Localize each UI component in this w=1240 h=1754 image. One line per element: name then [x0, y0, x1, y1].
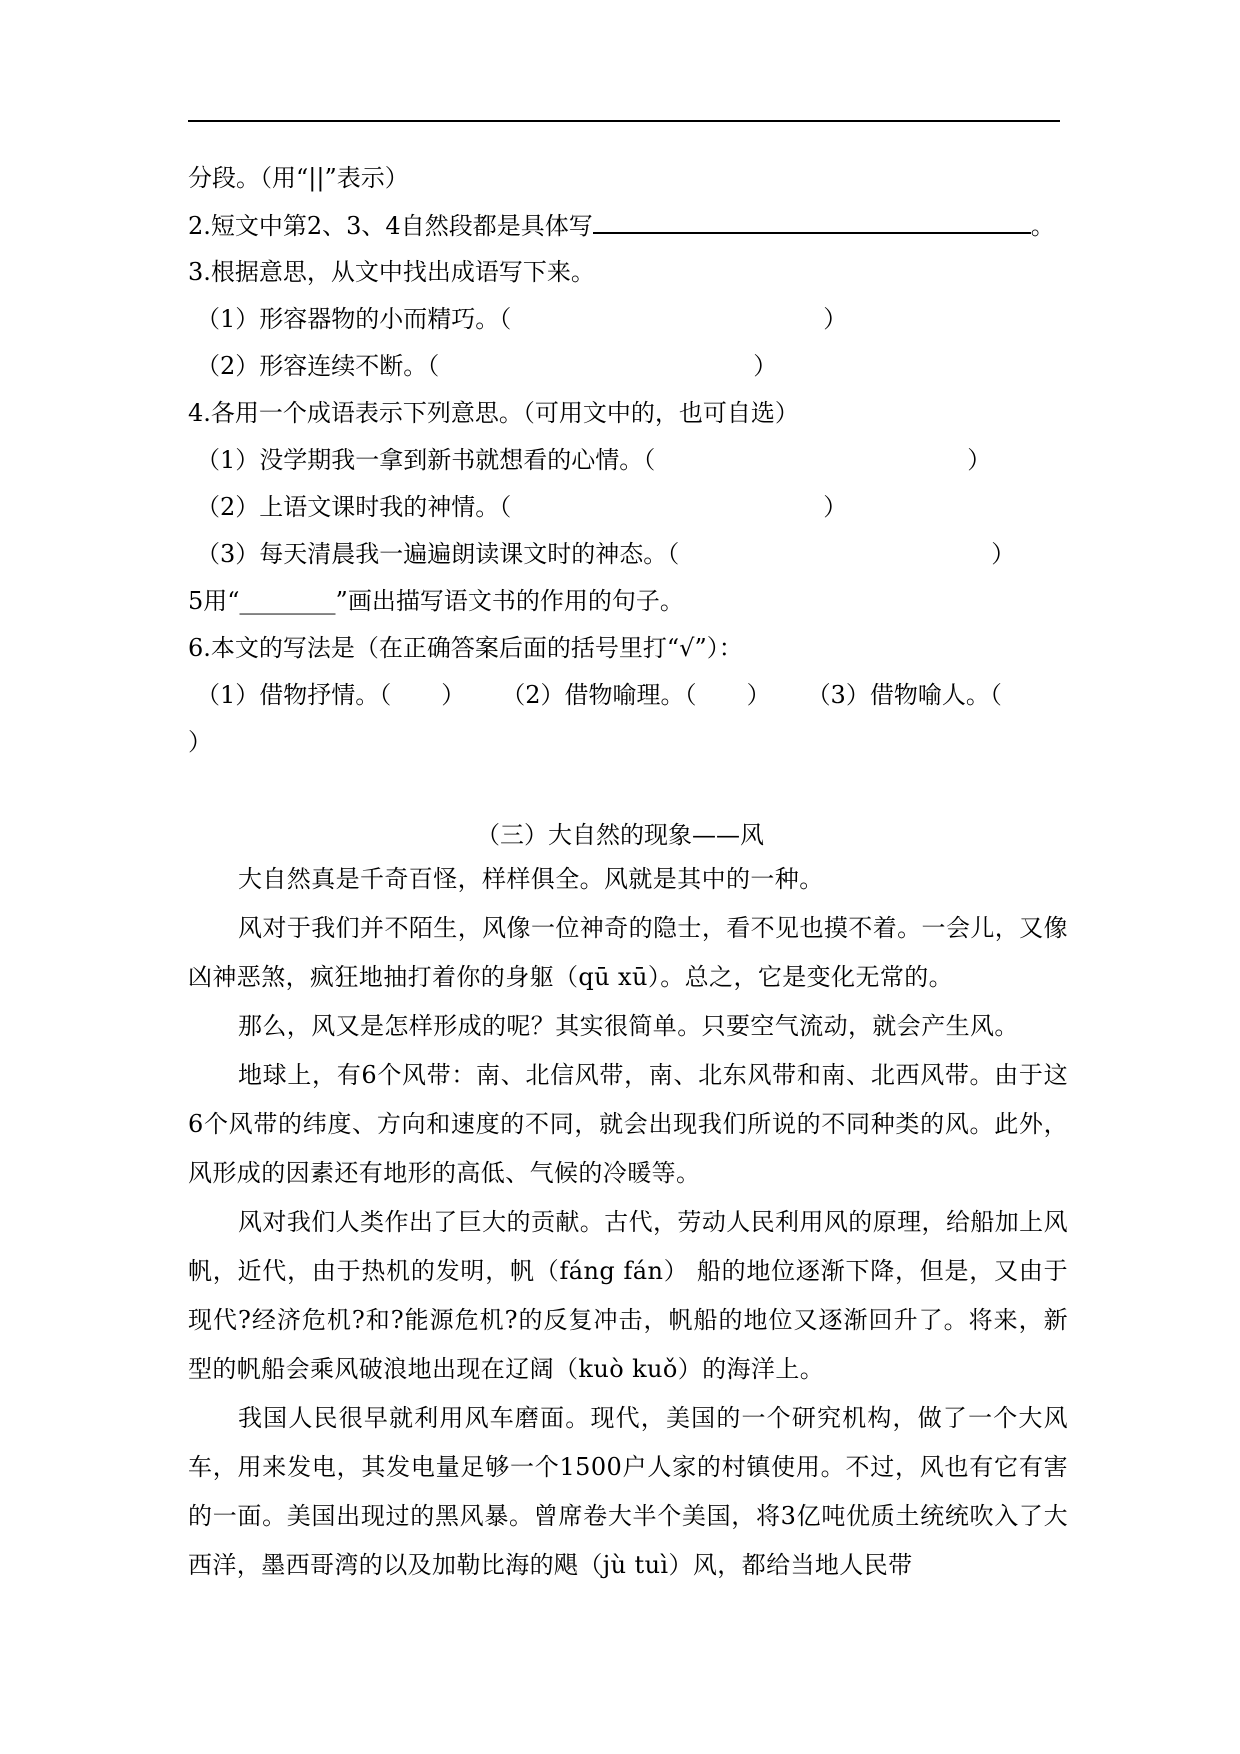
q4-item-1-text: （1）没学期我一拿到新书就想看的心情。（ — [196, 446, 656, 474]
q4-item-1 — [196, 445, 991, 475]
q6-option-3-close: ） — [188, 728, 212, 756]
q4-item-2-text: （2）上语文课时我的神情。（ — [196, 493, 512, 521]
q2-answer-blank[interactable] — [593, 210, 1031, 234]
q6-title: 6.本文的写法是（在正确答案后面的括号里打“√”）： — [188, 634, 743, 662]
q3-item-1-text: （1）形容器物的小而精巧。（ — [196, 305, 512, 333]
q5 — [188, 586, 684, 616]
q4-item-3-close: ） — [991, 540, 1016, 568]
q3-item-1-close: ） — [823, 305, 848, 333]
q5-underline-sample: ________ — [239, 587, 336, 615]
q6-option-2-close: ） — [746, 681, 771, 709]
q3-item-1 — [196, 304, 847, 334]
q6-option-2: （2）借物喻理。（ — [501, 681, 697, 709]
q5-prefix: 5用“ — [188, 587, 240, 615]
q6-option-1-close: ） — [441, 681, 466, 709]
q5-suffix: ”画出描写语文书的作用的句子。 — [335, 587, 684, 615]
q3-title: 3.根据意思，从文中找出成语写下来。 — [188, 258, 595, 286]
q2 — [188, 210, 1055, 241]
passage-paragraph-6: 我国人民很早就利用风车磨面。现代，美国的一个研究机构，做了一个大风车，用来发电，其发电量足够一个1500户人家的村镇使用。不过，风也有它有害的一面。美国出现过的黑风暴。曾席卷大半个美国，将3亿吨优质土统统吹入了大西洋，墨西哥湾的以及加勒比海的飓（jù tuì）风，都给当地人民带 — [188, 1404, 1068, 1579]
q2-suffix: 。 — [1030, 212, 1055, 240]
q4-item-3-text: （3）每天清晨我一遍遍朗读课文时的神态。（ — [196, 540, 680, 568]
q4-title: 4.各用一个成语表示下列意思。（可用文中的，也可自选） — [188, 399, 799, 427]
header-rule — [188, 120, 1060, 122]
q3-item-2-close: ） — [753, 352, 778, 380]
passage-paragraph-1: 大自然真是千奇百怪，样样俱全。风就是其中的一种。 — [238, 865, 824, 893]
q4-item-2-close: ） — [823, 493, 848, 521]
q3-item-2 — [196, 351, 777, 381]
q6-option-1: （1）借物抒情。（ — [196, 681, 392, 709]
passage-paragraph-5: 风对我们人类作出了巨大的贡献。古代，劳动人民利用风的原理，给船加上风帆，近代，由于热机的发明，帆（fáng fán） 船的地位逐渐下降，但是，又由于现代?经济危机?和?能源危机?的反复冲击，帆船的地位又逐渐回升了。将来，新型的帆船会乘风破浪地出现在辽阔（kuò kuǒ）的海洋上。 — [188, 1208, 1068, 1383]
q1-tail: 分段。（用“||”表示） — [188, 164, 409, 192]
q6-option-3: （3）借物喻人。（ — [806, 681, 1002, 709]
passage-paragraph-3: 那么，风又是怎样形成的呢？其实很简单。只要空气流动，就会产生风。 — [238, 1012, 1019, 1040]
q6-options — [196, 680, 1002, 710]
q3-item-2-text: （2）形容连续不断。（ — [196, 352, 440, 380]
passage-paragraph-4: 地球上，有6个风带：南、北信风带，南、北东风带和南、北西风带。由于这6个风带的纬度、方向和速度的不同，就会出现我们所说的不同种类的风。此外，风形成的因素还有地形的高低、气候的冷暖等。 — [188, 1061, 1068, 1187]
q4-item-3 — [196, 539, 1015, 569]
passage-paragraph-2: 风对于我们并不陌生，风像一位神奇的隐士，看不见也摸不着。一会儿，又像凶神恶煞，疯狂地抽打着你的身躯（qū xū）。总之，它是变化无常的。 — [188, 914, 1068, 991]
passage-title: （三）大自然的现象——风 — [476, 821, 764, 849]
q4-item-2 — [196, 492, 847, 522]
q4-item-1-close: ） — [967, 446, 992, 474]
q2-prefix: 2.短文中第2、3、4自然段都是具体写 — [188, 212, 593, 240]
